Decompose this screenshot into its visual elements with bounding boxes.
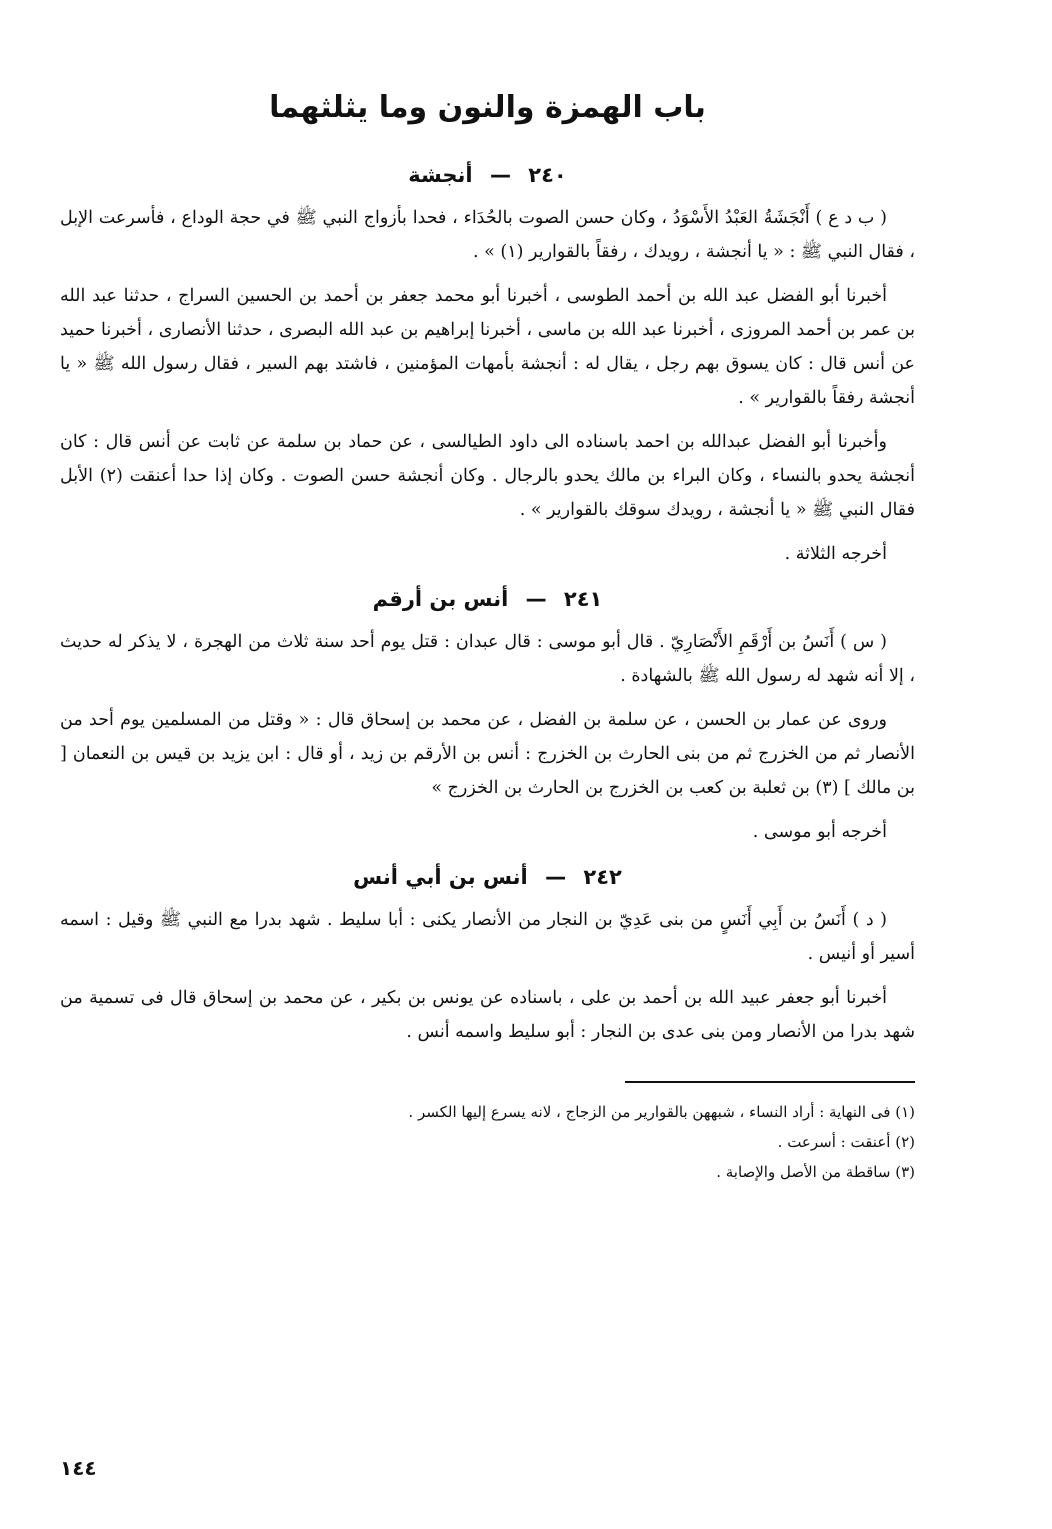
- entry-number: ٢٤٢: [583, 865, 622, 889]
- chapter-title: باب الهمزة والنون وما يثلثهما: [269, 90, 706, 125]
- entry-name: أنس بن أرقم: [372, 587, 509, 611]
- footnote-divider-wrap: [60, 1059, 915, 1097]
- footnote: (٣) ساقطة من الأصل والإصابة .: [716, 1163, 915, 1181]
- footnotes: [60, 1097, 915, 1187]
- entry-heading-241: [60, 587, 915, 611]
- paragraph: ( س ) أَنَسُ بن أَرْقَمِ الأَنْصَارِيّ . قال أبو موسى : قال عبدان : قتل يوم أحد سنة ثلاث من الهجرة ، لا يذكر له حديث ، إلا أنه شهد له رسول الله ﷺ بالشهادة .: [60, 632, 915, 686]
- entry-name: أنجشة: [408, 163, 473, 187]
- footnote-divider: [625, 1081, 915, 1083]
- paragraph: أخبرنا أبو جعفر عبيد الله بن أحمد بن على ، باسناده عن يونس بن بكير ، عن محمد بن إسحاق قال فى تسمية من شهد بدرا من الأنصار ومن بنى عدى بن النجار : أبو سليط واسمه أنس .: [60, 988, 915, 1042]
- paragraph: ( ب د ع ) أَنْجَشَةُ العَبْدُ الأَسْوَدُ ، وكان حسن الصوت بالحُدَاء ، فحدا بأزواج النبي ﷺ في حجة الوداع ، فأسرعت الإبل ، فقال النبي ﷺ : « يا أنجشة ، رويدك ، رفقاً بالقوارير (١) » .: [60, 208, 915, 262]
- paragraph: ( د ) أَنَسُ بن أَبِي أَنَسٍ من بنى عَدِيّ بن النجار من الأنصار يكنى : أبا سليط . شهد بدرا مع النبي ﷺ وقيل : اسمه أسير أو أنيس .: [60, 910, 915, 964]
- page: [60, 80, 915, 1480]
- page-number: ١٤٤: [60, 1456, 97, 1480]
- entry-dash: —: [489, 163, 511, 187]
- footnote: (٢) أعنقت : أسرعت .: [777, 1133, 915, 1151]
- paragraph: وروى عن عمار بن الحسن ، عن سلمة بن الفضل ، عن محمد بن إسحاق قال : « وقتل من المسلمين يوم أحد من الأنصار ثم من الخزرج ثم من بنى الحارث بن الخزرج : أنس بن الأرقم بن زيد ، أو قال : ابن يزيد بن قيس بن النعمان [ بن مالك ] (٣) بن ثعلبة بن كعب بن الخزرج بن الحارث بن الخزرج »: [60, 710, 915, 798]
- footnote: (١) فى النهاية : أراد النساء ، شبههن بالقوارير من الزجاج ، لانه يسرع إليها الكسر .: [408, 1103, 915, 1121]
- entry-heading-242: [60, 865, 915, 889]
- entry-heading-240: [60, 163, 915, 187]
- entry-number: ٢٤٠: [528, 163, 567, 187]
- paragraph: أخبرنا أبو الفضل عبد الله بن أحمد الطوسى ، أخبرنا أبو محمد جعفر بن أحمد بن الحسين السراج ، حدثنا عبد الله بن عمر بن أحمد المروزى ، أخبرنا عبد الله بن ماسى ، أخبرنا إبراهيم بن عبد الله البصرى ، حدثنا الأنصارى ، أخبرنا حميد عن أنس قال : كان يسوق بهم رجل ، يقال له : أنجشة بأمهات المؤمنين ، فاشتد بهم السير ، فقال رسول الله ﷺ « يا أنجشة رفقاً بالقوارير » .: [60, 286, 915, 408]
- entry-closing: أخرجه الثلاثة .: [784, 544, 887, 564]
- paragraph: وأخبرنا أبو الفضل عبدالله بن احمد باسناده الى داود الطيالسى ، عن حماد بن سلمة عن ثابت عن أنس قال : كان أنجشة يحدو بالنساء ، وكان البراء بن مالك يحدو بالرجال . وكان أنجشة حسن الصوت . وكان إذا حدا أعنقت (٢) الأبل فقال النبي ﷺ « يا أنجشة ، رويدك سوقك بالقوارير » .: [60, 432, 915, 520]
- entry-number: ٢٤١: [563, 587, 603, 611]
- entry-dash: —: [525, 587, 547, 611]
- entry-name: أنس بن أبي أنس: [353, 865, 528, 889]
- entry-closing: أخرجه أبو موسى .: [752, 822, 887, 842]
- entry-dash: —: [545, 865, 567, 889]
